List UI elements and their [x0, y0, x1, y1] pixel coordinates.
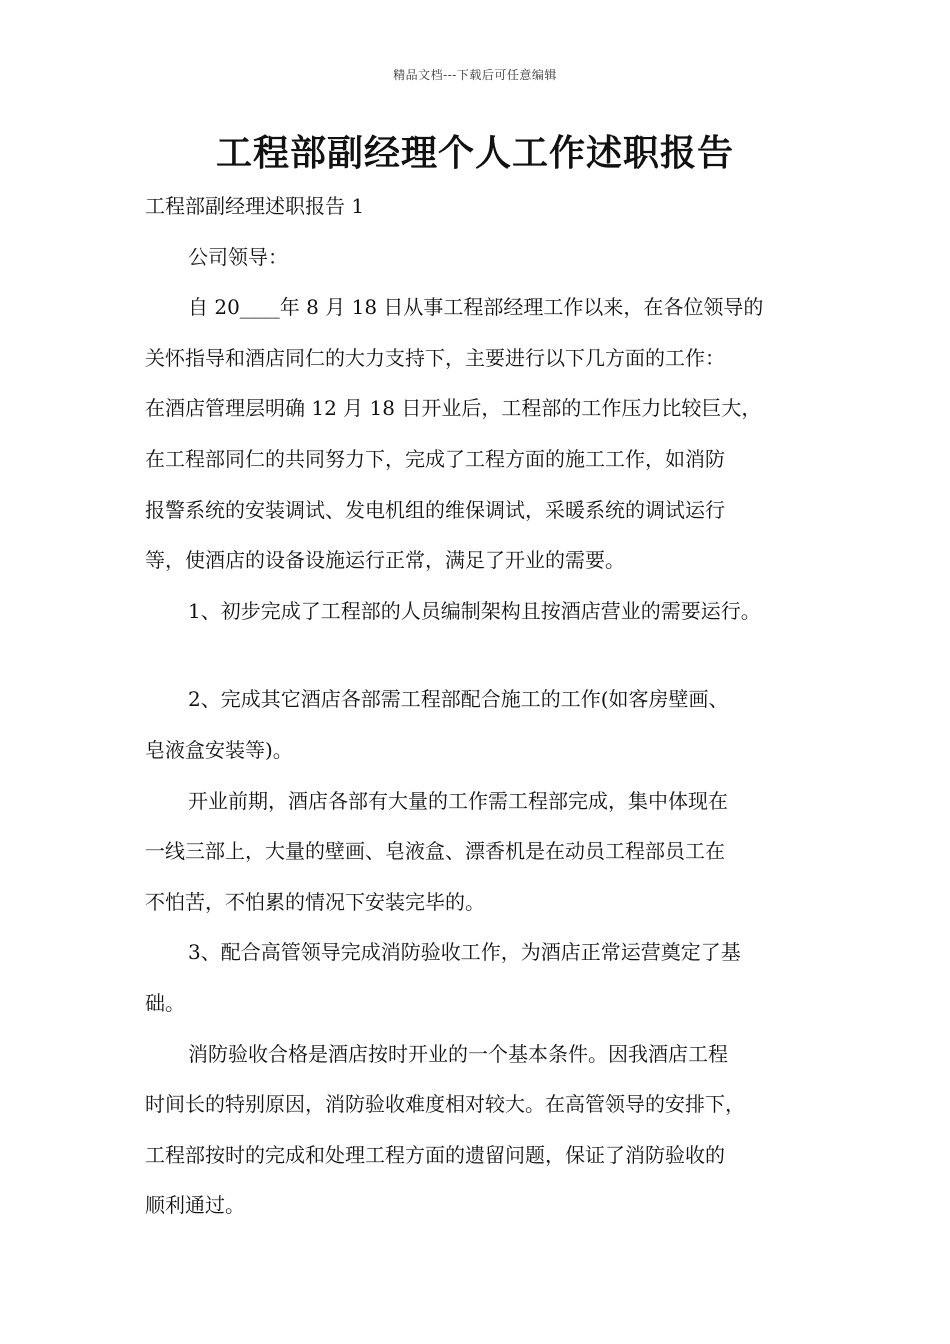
- text-line: 工程部按时的完成和处理工程方面的遗留问题，保证了消防验收的: [145, 1142, 725, 1167]
- text-line: 时间长的特别原因，消防验收难度相对较大。在高管领导的安排下，: [145, 1092, 745, 1117]
- text-line: 3、配合高管领导完成消防验收工作，为酒店正常运营奠定了基: [188, 940, 741, 965]
- paragraph-opening: [145, 776, 815, 928]
- paragraph-fire-inspection: [145, 1029, 815, 1231]
- document-body: [145, 181, 815, 1231]
- text-line: 皂液盒安装等)。: [145, 737, 293, 762]
- header-note: 精品文档---下载后可任意编辑: [393, 68, 557, 82]
- item-1: 1、初步完成了工程部的人员编制架构且按酒店营业的需要运行。: [188, 598, 761, 623]
- text-line: 顺利通过。: [145, 1193, 245, 1218]
- paragraph-intro: [145, 282, 815, 586]
- document-title: 工程部副经理个人工作述职报告: [215, 132, 734, 174]
- text-line: 在工程部同仁的共同努力下，完成了工程方面的施工工作，如消防: [145, 446, 725, 471]
- text-line: 等，使酒店的设备设施运行正常，满足了开业的需要。: [145, 548, 625, 573]
- text-line: 关怀指导和酒店同仁的大力支持下，主要进行以下几方面的工作：: [145, 345, 725, 370]
- text-line: 础。: [145, 990, 185, 1015]
- spacer: [145, 636, 815, 674]
- text-line: 不怕苦，不怕累的情况下安装完毕的。: [145, 889, 485, 914]
- item-2: [145, 674, 815, 775]
- text-line: 在酒店管理层明确 12 月 18 日开业后，工程部的工作压力比较巨大，: [145, 396, 762, 421]
- report-subtitle: 工程部副经理述职报告 1: [145, 194, 365, 218]
- greeting: 公司领导：: [188, 244, 288, 269]
- text-line: 2、完成其它酒店各部需工程部配合施工的工作(如客房壁画、: [188, 687, 729, 712]
- item-3: [145, 927, 815, 1028]
- text-line: 报警系统的安装调试、发电机组的维保调试，采暖系统的调试运行: [145, 497, 725, 522]
- text-line: 一线三部上，大量的壁画、皂液盒、漂香机是在动员工程部员工在: [145, 839, 725, 864]
- text-line: 开业前期，酒店各部有大量的工作需工程部完成，集中体现在: [188, 788, 728, 813]
- text-line: 自 20____年 8 月 18 日从事工程部经理工作以来，在各位领导的: [188, 295, 764, 320]
- text-line: 消防验收合格是酒店按时开业的一个基本条件。因我酒店工程: [188, 1041, 728, 1066]
